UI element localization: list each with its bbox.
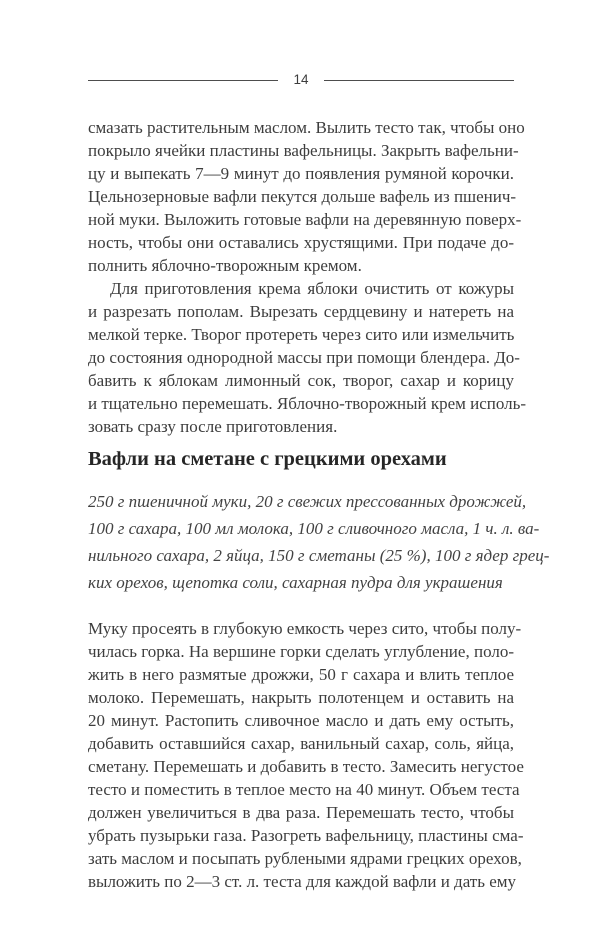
- paragraph-method: [88, 617, 524, 893]
- text-line: и тщательно перемешать. Яблочно-творожный крем исполь-: [88, 394, 527, 413]
- text-line: должен увеличиться в два раза. Перемешать тесто, чтобы: [88, 803, 514, 822]
- text-line: до состояния однородной массы при помощи блендера. До-: [88, 348, 520, 367]
- paragraph-cream-instructions: [88, 277, 527, 438]
- text-line: молоко. Перемешать, накрыть полотенцем и оставить на: [88, 688, 514, 707]
- text-line: мелкой терке. Творог протереть через сито или измельчить: [88, 325, 515, 344]
- page-body: [88, 116, 550, 893]
- text-line: выложить по 2—3 ст. л. теста для каждой вафли и дать ему: [88, 872, 517, 891]
- text-line: убрать пузырьки газа. Разогреть вафельницу, пластины сма-: [88, 826, 524, 845]
- paragraph-recipe-continuation: [88, 116, 525, 277]
- header-rule-left: [88, 80, 278, 81]
- header-rule-right: [324, 80, 514, 81]
- text-line: чилась горка. На вершине горки сделать углубление, поло-: [88, 642, 514, 661]
- text-line: зовать сразу после приготовления.: [88, 417, 338, 436]
- text-line: Цельнозерновые вафли пекутся дольше вафель из пшенич-: [88, 187, 517, 206]
- text-line: тесто и поместить в теплое место на 40 минут. Объем теста: [88, 780, 520, 799]
- recipe-title: Вафли на сметане с грецкими орехами: [88, 448, 447, 470]
- text-line: ной муки. Выложить готовые вафли на деревянную поверх-: [88, 210, 522, 229]
- text-line: цу и выпекать 7—9 минут до появления румяной корочки.: [88, 164, 514, 183]
- text-line: 250 г пшеничной муки, 20 г свежих прессованных дрожжей,: [88, 492, 527, 511]
- running-head: [88, 70, 514, 90]
- text-line: покрыло ячейки пластины вафельницы. Закрыть вафельни-: [88, 141, 519, 160]
- page-number: 14: [293, 72, 309, 88]
- text-line: смазать растительным маслом. Вылить тесто так, чтобы оно: [88, 118, 525, 137]
- text-line: полнить яблочно-творожным кремом.: [88, 256, 362, 275]
- text-line: ность, чтобы они оставались хрустящими. При подаче до-: [88, 233, 514, 252]
- text-line: ких орехов, щепотка соли, сахарная пудра для украшения: [88, 573, 503, 592]
- text-line: нильного сахара, 2 яйца, 150 г сметаны (25 %), 100 г ядер грец-: [88, 546, 550, 565]
- text-line: зать маслом и посыпать рублеными ядрами грецких орехов,: [88, 849, 522, 868]
- text-line: бавить к яблокам лимонный сок, творог, сахар и корицу: [88, 371, 514, 390]
- text-line: 20 минут. Растопить сливочное масло и дать ему остыть,: [88, 711, 514, 730]
- text-line: жить в него размятые дрожжи, 50 г сахара и влить теплое: [88, 665, 514, 684]
- text-line: сметану. Перемешать и добавить в тесто. Замесить негустое: [88, 757, 524, 776]
- text-line: добавить оставшийся сахар, ванильный сахар, соль, яйца,: [88, 734, 514, 753]
- text-line: и разрезать пополам. Вырезать сердцевину и натереть на: [88, 302, 514, 321]
- text-line: Муку просеять в глубокую емкость через сито, чтобы полу-: [88, 619, 522, 638]
- ingredients-list: [88, 488, 550, 596]
- text-line: Для приготовления крема яблоки очистить от кожуры: [110, 279, 514, 298]
- text-line: 100 г сахара, 100 мл молока, 100 г сливочного масла, 1 ч. л. ва-: [88, 519, 540, 538]
